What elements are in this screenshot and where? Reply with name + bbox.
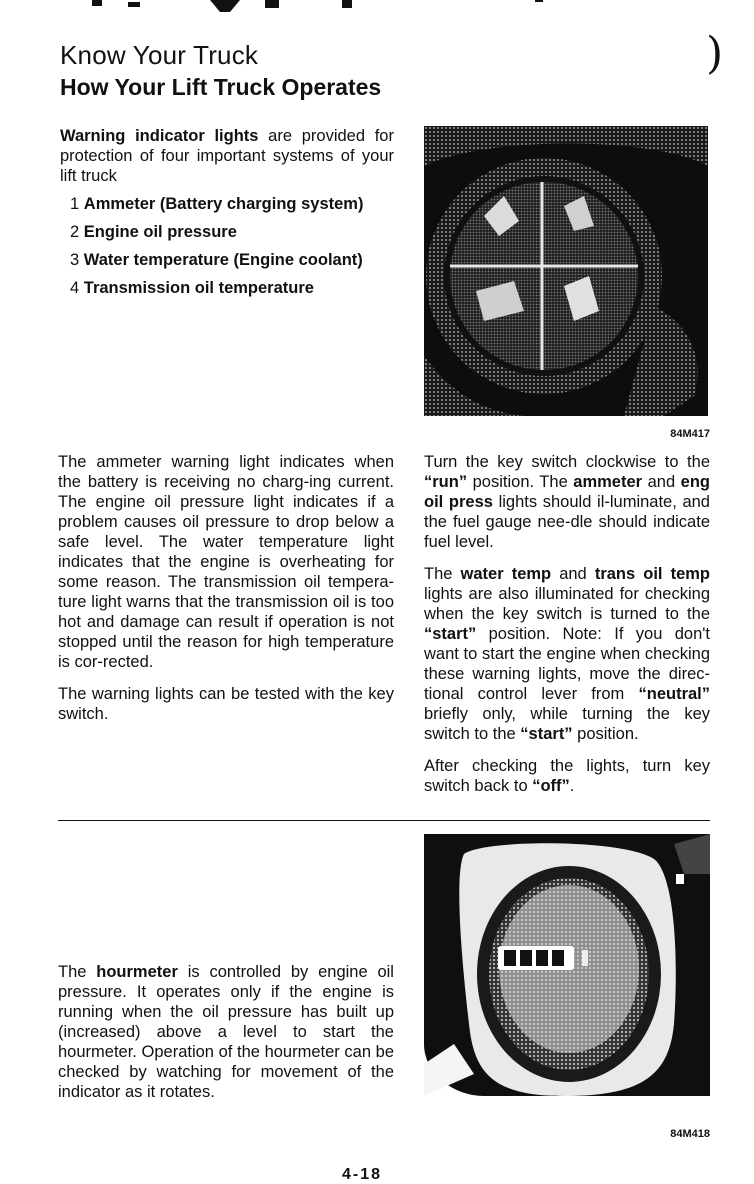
page-edge-mark: ) — [706, 28, 724, 79]
warning-lights-photo — [424, 126, 708, 416]
indicator-list — [70, 190, 410, 302]
hourmeter-photo — [424, 834, 710, 1116]
paragraph: The ammeter warning light indicates when the battery is receiving no charg-ing current. The engine oil pressure light indicates if a problem causes oil pressure to drop below a safe level. The water temperature light indicates that the engine is overheating for some reason. The transmission oil tempera-ture light warns that the transmission oil is too hot and damage can result if operation is not stopped until the reason for high temperature is cor-rected. — [58, 453, 394, 671]
figure-label: 84M418 — [670, 1128, 710, 1140]
intro-lead: Warning indicator lights — [60, 127, 259, 145]
list-item: 2 Engine oil pressure — [70, 223, 237, 241]
section-divider — [58, 820, 710, 821]
right-column — [424, 452, 710, 808]
hourmeter-paragraph: The hourmeter is controlled by engine oil pressure. It operates only if the engine is running when the oil pressure has built up (increased) above a level to start the hourmeter. Operation of the hourmeter can be checked by watching for movement of the indicator as it rotates. — [58, 963, 394, 1101]
intro-paragraph: Warning indicator lights are provided for protection of four important systems of your lift truck — [60, 127, 394, 185]
page-number: 4-18 — [342, 1166, 383, 1183]
list-item: 1 Ammeter (Battery charging system) — [70, 195, 364, 213]
paragraph: After checking the lights, turn key switch back to “off”. — [424, 757, 710, 795]
paragraph: Turn the key switch clockwise to the “run” position. The ammeter and eng oil press lights should il-luminate, and the fuel gauge nee-dle should indicate fuel level. — [424, 453, 711, 551]
subsection-title: How Your Lift Truck Operates — [60, 74, 382, 100]
list-item: 4 Transmission oil temperature — [70, 279, 314, 297]
scan-marks — [80, 0, 550, 14]
left-column — [58, 452, 394, 736]
paragraph: The warning lights can be tested with the key switch. — [58, 685, 394, 723]
paragraph: The water temp and trans oil temp lights are also illuminated for checking when the key switch is turned to the “start” position. Note: If you don't want to start the engine when checking these warning lights, move the direc-tional control lever from “neutral” briefly only, while turning the key switch to the “start” position. — [424, 565, 711, 743]
figure-label: 84M417 — [670, 428, 710, 440]
section-title: Know Your Truck — [60, 40, 259, 70]
list-item: 3 Water temperature (Engine coolant) — [70, 251, 363, 269]
